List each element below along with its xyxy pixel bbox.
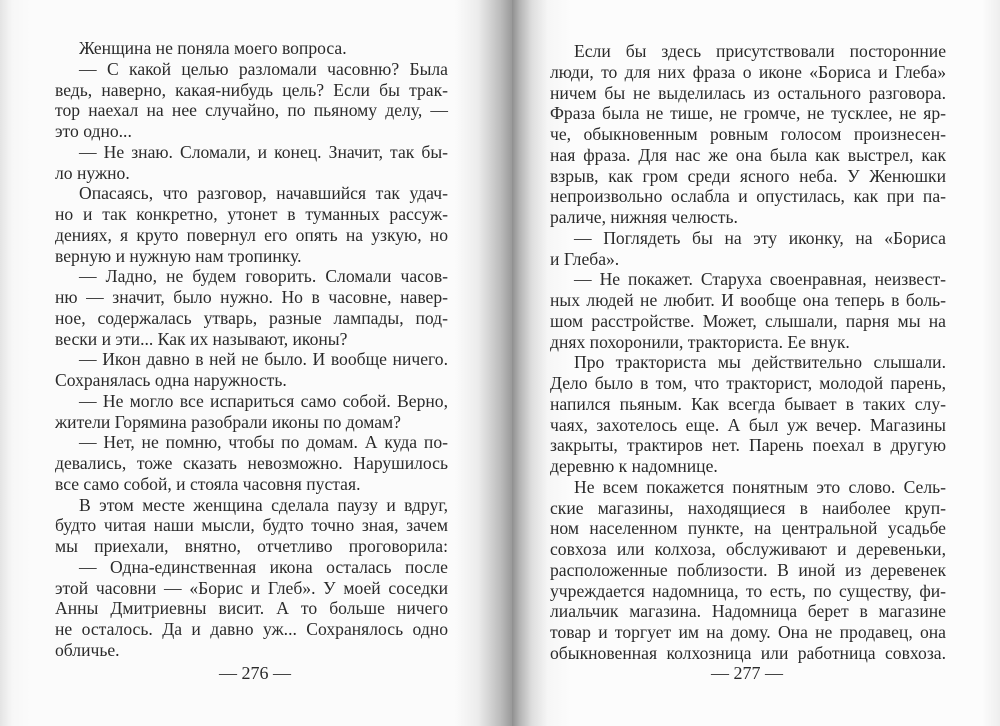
text-line: вески и эти... Как их называют, иконы? — [55, 328, 348, 349]
text-line: — Ладно, не будем говорить. Сломали часов- — [79, 266, 448, 287]
text-line: напился пьяным. Как всегда бывает в таких слу- — [550, 393, 946, 414]
text-line: раличе, нижняя челюсть. — [550, 207, 738, 227]
text-line: непроизвольно ослабла и опустилась, как при па- — [550, 186, 946, 207]
text-line: Про тракториста мы действительно слышали. — [574, 352, 946, 373]
text-line: — Не могло все испариться само собой. Верно, — [79, 390, 448, 411]
text-line: обличье. — [55, 639, 120, 660]
text-line: Опасаясь, что разговор, начавшийся так удач- — [79, 183, 448, 204]
text-line: Анны Дмитриевны висит. А то больше ничего — [55, 598, 448, 619]
right-page — [512, 0, 1000, 726]
text-line: девались, тоже сказать невозможно. Нарушилось — [55, 453, 448, 473]
text-line: — С какой целью разломали часовню? Была — [79, 58, 448, 79]
text-line: это одно... — [55, 121, 132, 141]
text-line: шом расстройстве. Может, слышали, парня мы на — [550, 310, 946, 331]
text-line: расположенные поблизости. В иной из деревенек — [550, 559, 946, 580]
text-line: Сохранялась одна наружность. — [55, 370, 287, 390]
text-line: ские магазины, находящиеся в наиболее круп- — [550, 497, 946, 518]
text-line: этой часовни — «Борис и Глеб». У моей соседки — [55, 577, 448, 598]
text-line: мы приехали, внятно, отчетливо проговорила: — [55, 536, 448, 556]
text-line: совхоза или колхоза, обслуживают и деревеньки, — [550, 539, 946, 559]
text-line: деревню к надомнице. — [550, 456, 718, 476]
text-line: Не всем покажется понятным это слово. Сель- — [574, 476, 946, 497]
text-line: — Нет, не помню, чтобы по домам. А куда по- — [79, 432, 448, 453]
page-number-left: — 276 — — [219, 663, 291, 683]
text-line: чаях, захотелось еще. А был уж вечер. Магазины — [550, 414, 946, 435]
text-line: ная фраза. Для нас же она была как выстрел, как — [550, 144, 946, 165]
text-line: — Поглядеть бы на эту иконку, на «Бориса — [574, 227, 946, 248]
text-line: — Одна-единственная икона осталась после — [79, 556, 448, 577]
text-line: Женщина не поняла моего вопроса. — [79, 38, 347, 58]
text-line: Если бы здесь присутствовали посторонние — [574, 41, 946, 61]
text-line: закрыты, трактиров нет. Парень поехал в другую — [550, 435, 946, 456]
text-line: Дело было в том, что тракторист, молодой парень, — [550, 373, 946, 393]
text-line: ном населенном пункте, на центральной усадьбе — [550, 518, 946, 539]
text-line: ничем бы не выделилась из остального разговора. — [550, 82, 946, 103]
text-line: тор наехал на нее случайно, по пьяному делу, — — [55, 100, 448, 121]
text-line: но и так конкретно, утонет в туманных рассуж- — [55, 204, 448, 224]
text-line: люди, то для них фраза о иконе «Бориса и Глеба» — [550, 61, 946, 82]
text-line: будто читая наши мысли, будто точно зная, зачем — [55, 515, 448, 536]
text-line: дениях, я круто повернул его опять на узкую, но — [55, 224, 448, 245]
text-line: ло нужно. — [55, 162, 130, 183]
text-line: и Глеба». — [550, 248, 620, 269]
text-line: — Не знаю. Сломали, и конец. Значит, так бы- — [79, 141, 448, 162]
text-line: взрыв, как гром среди ясного неба. У Женюшки — [550, 165, 946, 186]
text-line: днях похоронили, тракториста. Ее внук. — [550, 331, 850, 352]
text-line: все само собой, и стояла часовня пустая. — [55, 473, 361, 494]
text-line: не осталось. Да и давно уж... Сохранялось одно — [55, 619, 448, 639]
text-line: товар и торгует им на дому. Она не продавец, она — [550, 622, 946, 642]
text-line: ню — значит, было нужно. Но в часовне, навер- — [55, 287, 448, 307]
text-line: жители Горямина разобрали иконы по домам? — [55, 411, 401, 432]
text-line: ведь, наверно, какая-нибудь цель? Если бы трак- — [55, 79, 448, 100]
text-line: — Икон давно в ней не было. И вообще ничего. — [79, 349, 448, 370]
text-line: верную и нужную нам тропинку. — [55, 245, 302, 266]
text-line: Фраза была не тише, не громче, не тусклее, не яр- — [550, 103, 946, 124]
text-line: ных людей не любит. И вообще она теперь в боль- — [550, 290, 946, 310]
text-line: обыкновенная колхозница или работница совхоза. — [550, 642, 946, 663]
text-line: учреждается надомница, то есть, по существу, фи- — [550, 580, 946, 601]
text-line: че, обыкновенным ровным голосом произнесен- — [550, 124, 946, 144]
text-line: лиальчик магазина. Надомница берет в магазине — [550, 601, 946, 622]
text-line: В этом месте женщина сделала паузу и вдруг, — [79, 494, 448, 515]
text-line: — Не покажет. Старуха своенравная, неизвест- — [574, 269, 946, 290]
text-line: ное, содержалась утварь, разные лампады, под- — [55, 307, 448, 328]
right-page-text — [550, 41, 946, 664]
left-page-text — [55, 38, 448, 661]
page-number-right: — 277 — — [711, 663, 783, 683]
